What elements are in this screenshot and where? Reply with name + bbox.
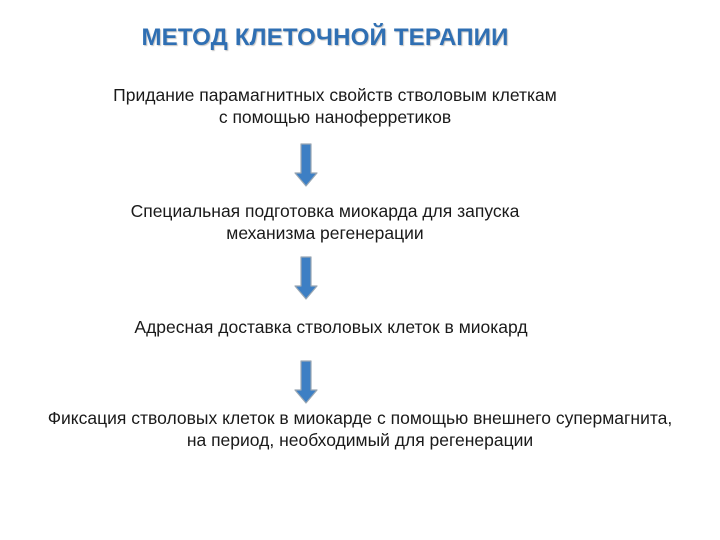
down-arrow-icon — [294, 360, 318, 404]
diagram-title: МЕТОД КЛЕТОЧНОЙ ТЕРАПИИ — [141, 24, 509, 51]
step-1-line-2: с помощью наноферретиков — [218, 107, 452, 127]
step-3-line-1: Адресная доставка стволовых клеток в миокард — [134, 317, 528, 337]
down-arrow-icon — [294, 143, 318, 187]
step-3-text — [0, 316, 662, 338]
step-4-line-2: на период, необходимый для регенерации — [186, 430, 534, 450]
step-1-text — [0, 84, 670, 128]
step-4-text — [0, 407, 720, 451]
down-arrow-icon — [294, 256, 318, 300]
step-2-line-1: Специальная подготовка миокарда для запуска — [130, 201, 520, 221]
step-2-text — [0, 200, 650, 244]
step-2-line-2: механизма регенерации — [226, 223, 424, 243]
step-4-line-1: Фиксация стволовых клеток в миокарде с помощью внешнего супермагнита, — [47, 408, 673, 428]
step-1-line-1: Придание парамагнитных свойств стволовым клеткам — [113, 85, 557, 105]
